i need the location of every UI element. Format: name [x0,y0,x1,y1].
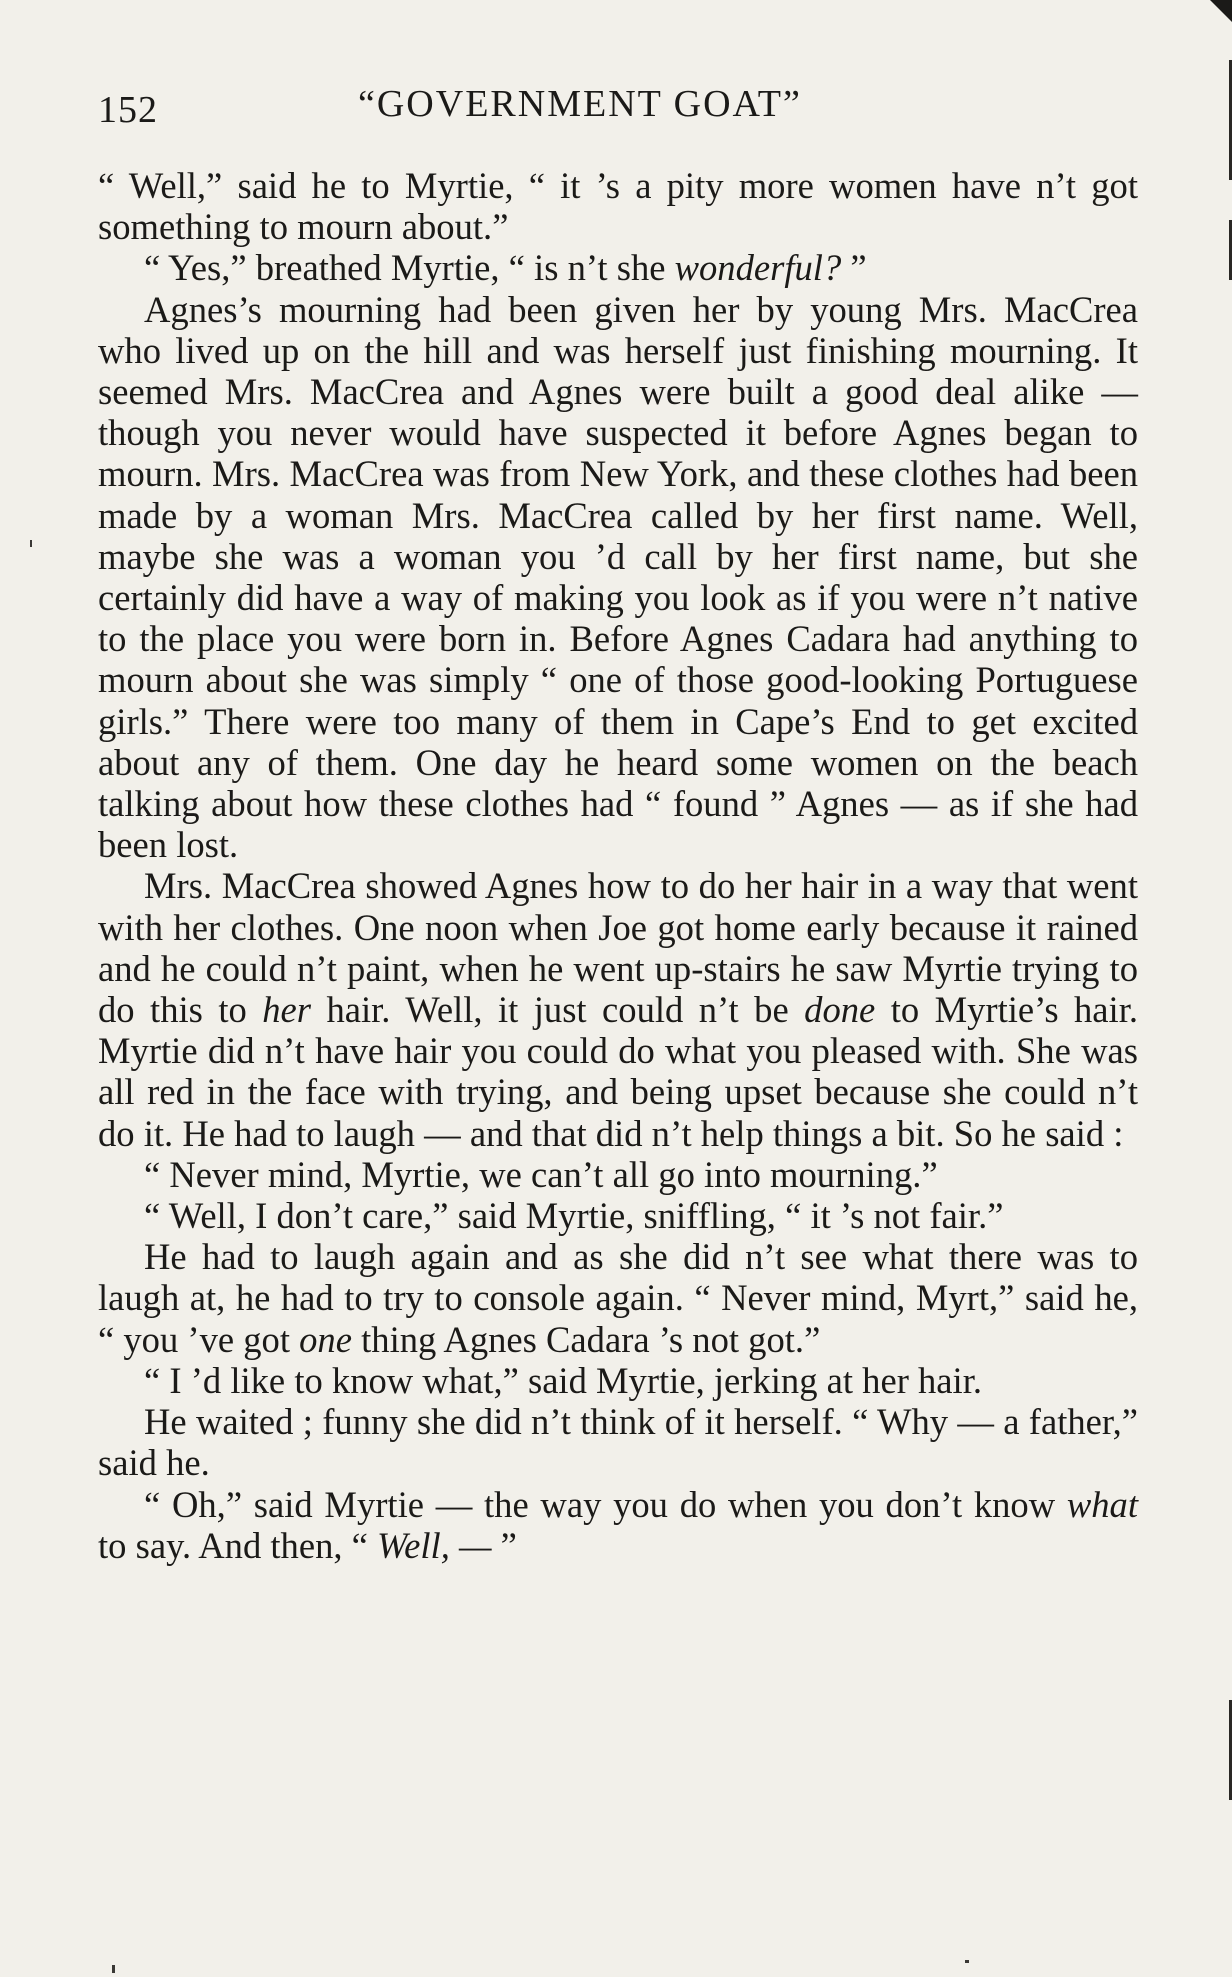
paragraph [98,1484,1138,1566]
paragraph [98,1401,1138,1483]
scan-speck [30,540,32,547]
text-run: Mrs. MacCrea showed Agnes how to do her hair in a way that went with her clothes. One noon when Joe got home early because it rained and he could n’t paint, when he went up-stairs he saw Myrtie trying to do this to [98,865,1138,1031]
text-run: hair. Well, it just could n’t be [311,989,805,1031]
text-run: “ Oh,” said Myrtie — the way you do when you don’t know [144,1483,1067,1525]
text-run: He waited ; funny she did n’t think of it herself. “ Why — a father,” said he. [98,1401,1138,1484]
running-title: “GOVERNMENT GOAT” [358,83,802,125]
scan-corner-mark [1210,0,1232,22]
text-run: to say. And then, “ [98,1524,378,1566]
italic-text: what [1066,1483,1138,1525]
scan-speck [965,1960,969,1963]
italic-text: one [299,1318,352,1360]
scan-speck [112,1965,115,1973]
text-run: ” [491,1524,517,1566]
paragraph [98,1236,1138,1360]
text-run: “ Never mind, Myrtie, we can’t all go into mourning.” [144,1153,938,1195]
italic-text: done [804,989,876,1031]
paragraph [98,289,1138,866]
page-header [98,82,1138,142]
paragraph [98,247,1138,288]
text-run: “ Well, I don’t care,” said Myrtie, sniffling, “ it ’s not fair.” [144,1195,1004,1237]
paragraph [98,1195,1138,1236]
text-run: “ I ’d like to know what,” said Myrtie, jerking at her hair. [144,1359,983,1401]
paragraph [98,1154,1138,1195]
page-number: 152 [98,89,158,131]
body-text [98,165,1138,1566]
text-run: to Myrtie’s hair. Myrtie did n’t have hair you could do what you pleased with. She was all red in the face with trying, and being upset because she could n’t do it. He had to laugh — and that did n’t help things a bit. So he said : [98,989,1139,1154]
paragraph [98,165,1138,247]
text-run: ” [841,247,867,289]
paragraph [98,1360,1138,1401]
paragraph [98,865,1138,1153]
italic-text: her [262,989,311,1031]
text-run: “ Well,” said he to Myrtie, “ it ’s a pity more women have n’t got something to mourn about.” [98,165,1138,248]
italic-text: Well, — [377,1524,492,1566]
text-run: He had to laugh again and as she did n’t see what there was to laugh at, he had to try to console again. “ Never mind, Myrt,” said he, “ you ’ve got [98,1236,1138,1360]
text-run: “ Yes,” breathed Myrtie, “ is n’t she [144,247,675,289]
italic-text: wonderful? [674,247,842,289]
text-run: thing Agnes Cadara ’s not got.” [351,1318,821,1360]
text-run: Agnes’s mourning had been given her by young Mrs. MacCrea who lived up on the hill and was herself just finishing mourning. It seemed Mrs. MacCrea and Agnes were built a good deal alike — though you never would have suspected it before Agnes began to mourn. Mrs. MacCrea was from New York, and these clothes had been made by a woman Mrs. MacCrea called by her first name. Well, maybe she was a woman you ’d call by her first name, but she certainly did have a way of making you look as if you were n’t native to the place you were born in. Before Agnes Cadara had anything to mourn about she was simply “ one of those good-looking Portuguese girls.” There were too many of them in Cape’s End to get excited about any of them. One day he heard some women on the beach talking about how these clothes had “ found ” Agnes — as if she had been lost. [98,288,1138,866]
